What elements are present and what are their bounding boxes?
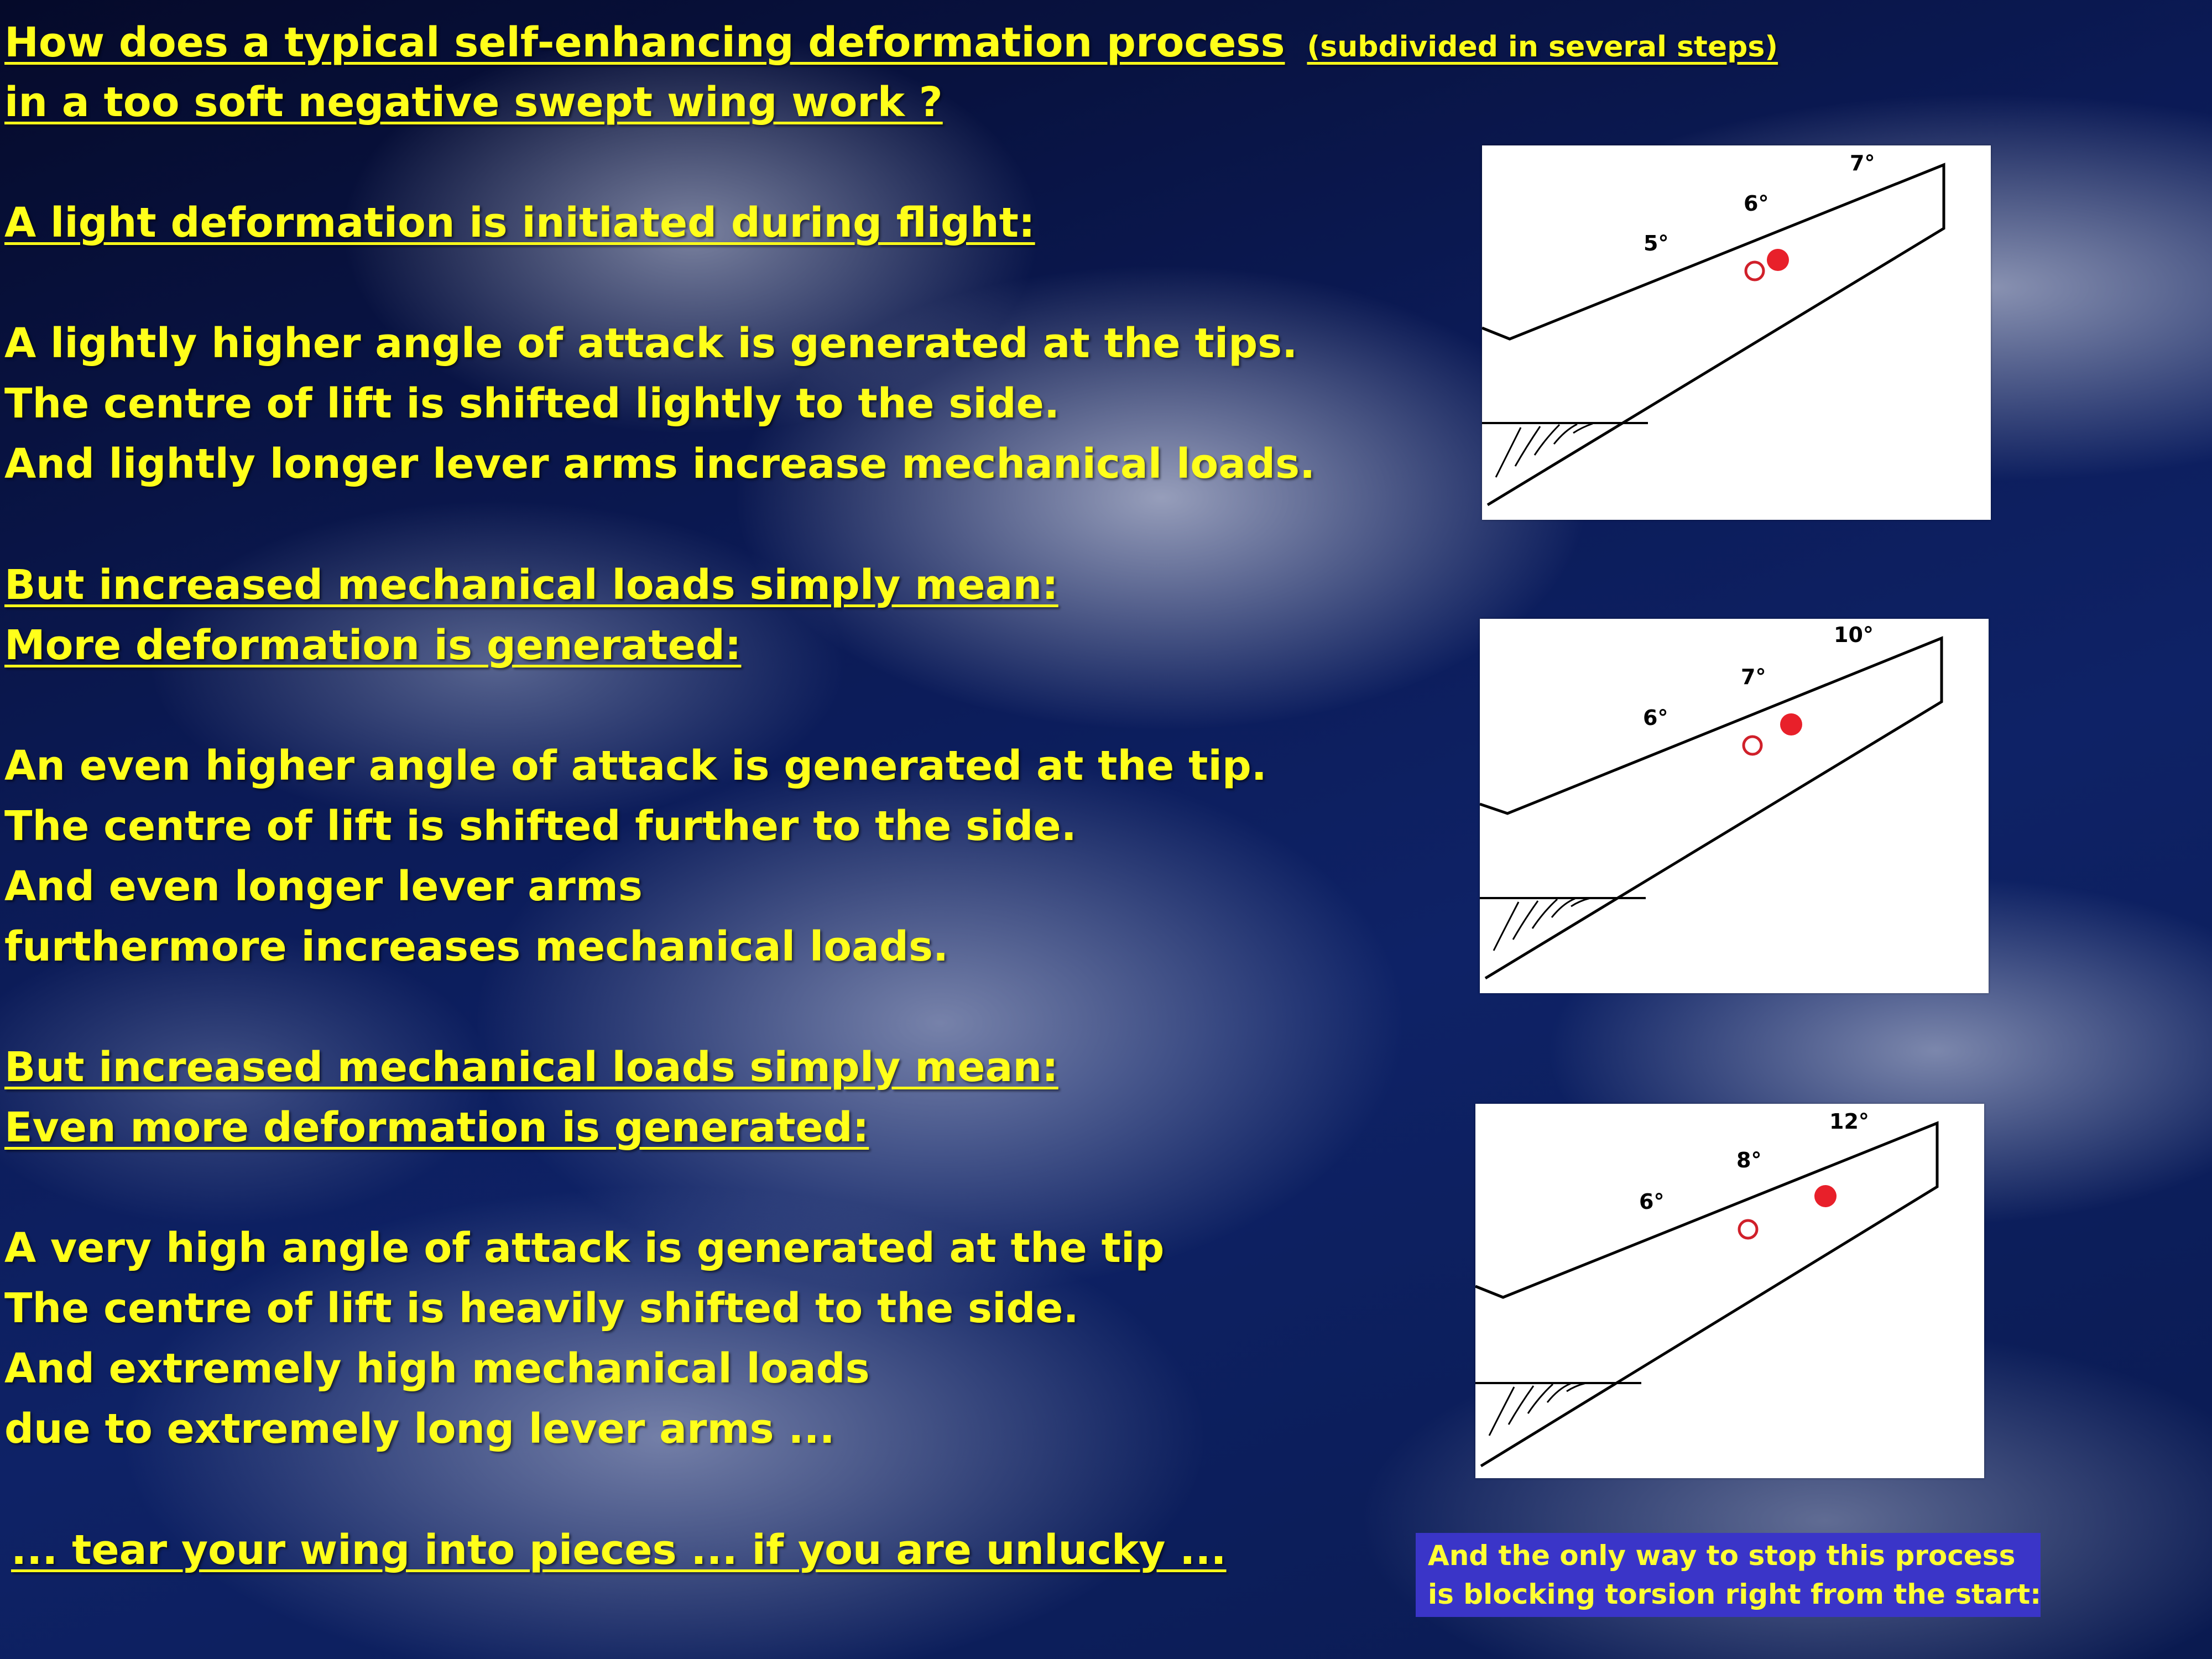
- title-text: How does a typical self-enhancing deformation process: [4, 19, 1285, 66]
- step2-line-2: The centre of lift is shifted further to the side.: [4, 802, 1077, 850]
- wing-outline: [1475, 1123, 1937, 1466]
- step3-line-3: And extremely high mechanical loads: [4, 1345, 870, 1392]
- step3-line-4: due to extremely long lever arms ...: [4, 1405, 835, 1453]
- step2-line-1: An even higher angle of attack is generated at the tip.: [4, 742, 1267, 790]
- wing-outline: [1480, 638, 1942, 978]
- step2-heading-2: More deformation is generated:: [4, 622, 742, 669]
- wing-outline: [1482, 165, 1944, 505]
- note-line-2: is blocking torsion right from the start:: [1428, 1578, 2042, 1610]
- title-note: (subdivided in several steps): [1307, 30, 1778, 64]
- wing-diagram-1: [1482, 145, 1991, 520]
- step1-heading: A light deformation is initiated during flight:: [4, 199, 1035, 247]
- title-line-1: [4, 19, 1778, 66]
- wing-diagram-3: [1475, 1104, 1984, 1478]
- note-line-1: And the only way to stop this process: [1428, 1540, 2016, 1572]
- step1-line-2: The centre of lift is shifted lightly to the side.: [4, 380, 1060, 427]
- step3-line-2: The centre of lift is heavily shifted to the side.: [4, 1285, 1079, 1332]
- step2-line-3: And even longer lever arms: [4, 863, 643, 910]
- angle-label-tip: 7°: [1850, 151, 1875, 175]
- original-lift-centre: [1744, 737, 1761, 754]
- angle-label-mid: 6°: [1744, 191, 1769, 216]
- step1-line-1: A lightly higher angle of attack is generated at the tips.: [4, 320, 1298, 367]
- wing-diagram-2: [1480, 619, 1989, 993]
- shifted-lift-centre: [1814, 1185, 1837, 1207]
- title-line-2: in a too soft negative swept wing work ?: [4, 79, 943, 126]
- angle-label-root: 6°: [1639, 1190, 1665, 1214]
- wing-diagram-2-svg: [1480, 619, 1989, 993]
- angle-label-root: 6°: [1643, 706, 1668, 730]
- step3-heading-1: But increased mechanical loads simply mean:: [4, 1044, 1058, 1091]
- angle-label-mid: 7°: [1741, 665, 1766, 689]
- original-lift-centre: [1739, 1220, 1757, 1238]
- step1-line-3: And lightly longer lever arms increase mechanical loads.: [4, 440, 1316, 488]
- shifted-lift-centre: [1780, 713, 1802, 735]
- shifted-lift-centre: [1767, 249, 1789, 271]
- step3-line-1: A very high angle of attack is generated at the tip: [4, 1224, 1165, 1272]
- step2-line-4: furthermore increases mechanical loads.: [4, 923, 949, 971]
- note-box: [1416, 1533, 2041, 1617]
- angle-label-tip: 12°: [1829, 1109, 1869, 1134]
- conclusion: ... tear your wing into pieces ... if you are unlucky ...: [11, 1526, 1227, 1574]
- angle-label-root: 5°: [1644, 231, 1669, 255]
- angle-label-tip: 10°: [1834, 623, 1874, 647]
- step2-heading-1: But increased mechanical loads simply mean:: [4, 561, 1058, 609]
- original-lift-centre: [1746, 262, 1764, 280]
- step3-heading-2: Even more deformation is generated:: [4, 1104, 869, 1151]
- angle-label-mid: 8°: [1736, 1148, 1762, 1172]
- wing-diagram-1-svg: [1482, 145, 1991, 520]
- wing-diagram-3-svg: [1475, 1104, 1984, 1478]
